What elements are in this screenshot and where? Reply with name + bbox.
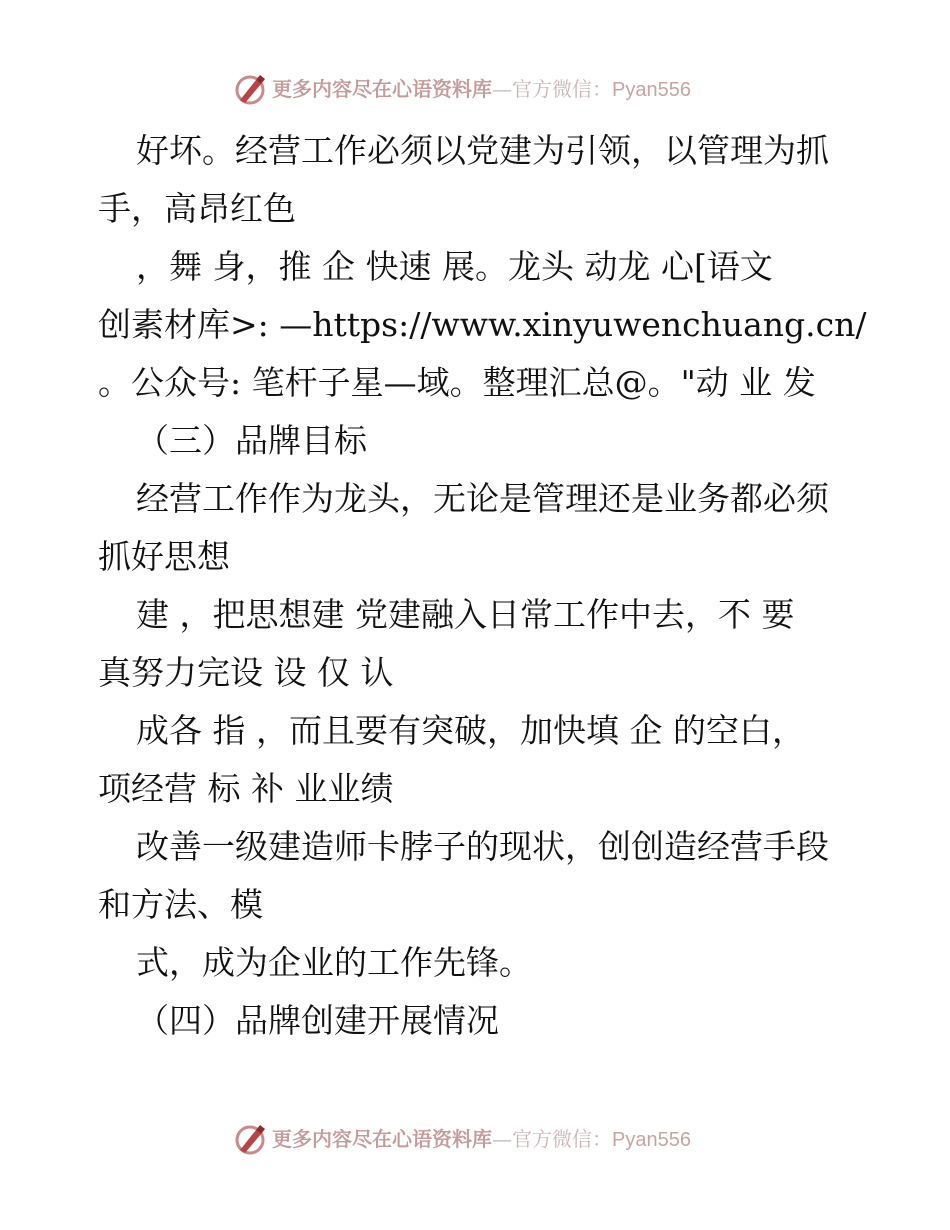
text-line: 成各 指 ，而且要有突破，加快填 企 的空白， [136, 711, 805, 750]
footer-handle: Pyan556 [612, 1129, 691, 1151]
footer-brand: 更多内容尽在心语资料库 [272, 1127, 492, 1151]
footer-separator: — [492, 1127, 512, 1151]
text-line: 。公众号: 笔杆子星—域。整理汇总@。"动 业 发 [98, 363, 816, 402]
header-brand: 更多内容尽在心语资料库 [272, 77, 492, 101]
section-heading: （三）品牌目标 [136, 421, 367, 460]
text-line: 抓好思想 [98, 537, 230, 576]
text-line: 手，高昂红色 [98, 189, 296, 228]
text-line: 式，成为企业的工作先锋。 [136, 943, 532, 982]
text-line: 经营工作作为龙头，无论是管理还是业务都必须 [136, 479, 829, 518]
text-line: 改善一级建造师卡脖子的现状，创创造经营手段 [136, 827, 829, 866]
text-line: 和方法、模 [98, 885, 263, 924]
header-banner-text [272, 76, 691, 103]
document-body [98, 122, 878, 1050]
text-line: 项经营 标 补 业业绩 [98, 769, 394, 808]
header-handle: Pyan556 [612, 79, 691, 101]
pen-logo-icon [234, 1122, 268, 1156]
footer-banner-text [272, 1126, 691, 1153]
text-line: 好坏。经营工作必须以党建为引领，以管理为抓 [136, 131, 829, 170]
text-line: 真努力完设 设 仅 认 [98, 653, 394, 692]
footer-label: 官方微信： [512, 1127, 612, 1151]
header-separator: — [492, 77, 512, 101]
header-label: 官方微信： [512, 77, 612, 101]
text-line: 创素材库>: —https://www.xinyuwenchuang.cn/ [98, 305, 867, 344]
footer-banner [0, 1120, 950, 1160]
pen-logo-icon [234, 72, 268, 106]
section-heading: （四）品牌创建开展情况 [136, 1001, 499, 1040]
text-line: ，舞 身，推 企 快速 展。龙头 动龙 心[语文 [136, 247, 773, 286]
text-line: 建 ，把思想建 党建融入日常工作中去，不 要 [136, 595, 795, 634]
header-banner [0, 70, 950, 110]
